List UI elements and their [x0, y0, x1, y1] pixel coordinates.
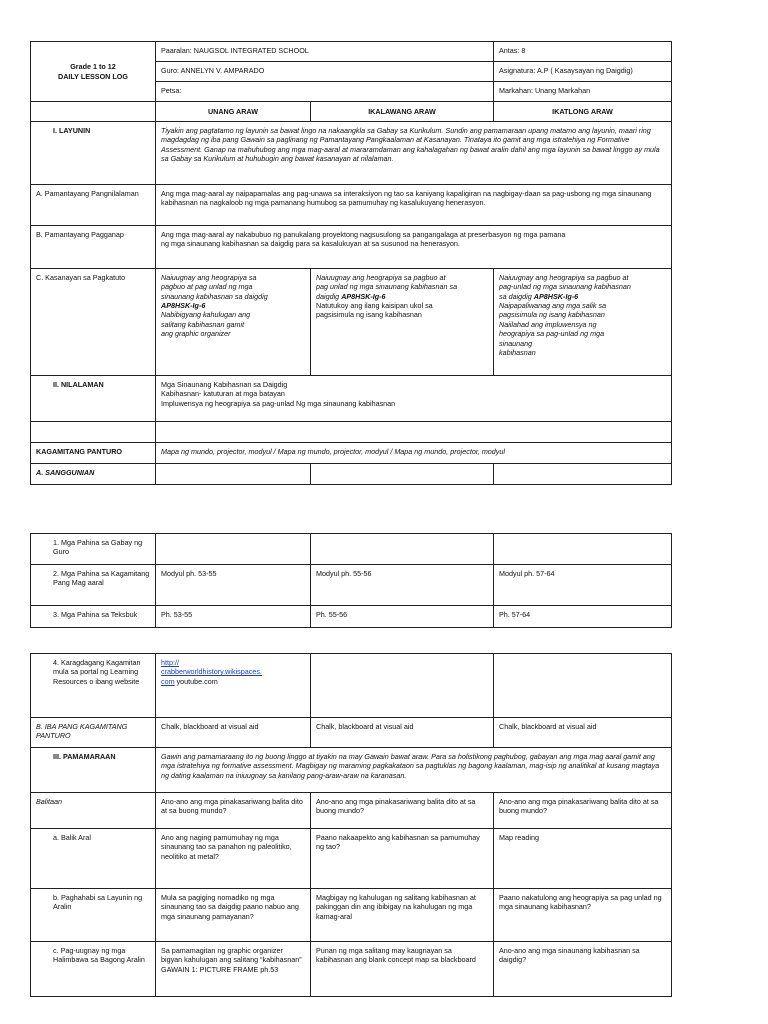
pamamaraan-label: III. PAMAMARAAN — [31, 748, 156, 793]
day-2-header: IKALAWANG ARAW — [311, 102, 494, 122]
balik-aral-label: a. Balik Aral — [31, 829, 156, 889]
layunin-text: Tiyakin ang pagtatamo ng layunin sa bawat lingo na nakaangkla sa Gabay sa Kurikulum. Sundin ang pamamaraan upang matamo ang layunin, maari ring magdagdag ng iba pang Gawain sa paglinang ng Pamantayang Pangkaalaman at Kasanayan. Tinataya ito gamit ang mga istratehiya ng Formative Assessment. Ganap na mahuhubog ang mga mag-aaral at mararamdaman ang kahalagahan ng bawat aralin dahil ang mga layunin sa bawat linggo ay mula sa Gabay sa Kurikulum at huhubugin ang bawat kasanayan at nilalaman. — [156, 122, 672, 185]
kasanayan-d3-line: heograpiya sa pag-unlad ng mga — [499, 329, 605, 339]
kasanayan-label: C. Kasanayan sa Pagkatuto — [31, 269, 156, 376]
teksbuk-day-1: Ph. 53-55 — [156, 606, 311, 628]
pagganap-label: B. Pamantayang Pagganap — [31, 226, 156, 269]
teksbuk-day-3: Ph. 57-64 — [494, 606, 672, 628]
paghahabi-label: b. Paghahabi sa Layunin ng Aralin — [31, 889, 156, 942]
teksbuk-label: 3. Mga Pahina sa Teksbuk — [31, 606, 156, 628]
blank-cell — [311, 464, 494, 485]
nilalaman-line: Mga Sinaunang Kabihasnan sa Daigdig — [161, 380, 288, 389]
kasanayan-d3-line: kabihasnan — [499, 347, 536, 357]
guro-field: Guro: ANNELYN V. AMPARADO — [156, 62, 494, 82]
pagganap-line-2: ng mga sinaunang kabihasnan sa daigdig para sa kasalukuyan at sa susunod na henerasyon. — [161, 239, 460, 249]
paghahabi-day-2: Magbigay ng kahulugan ng salitang kabihasnan at pakinggan din ang ibibigay na kahulugan ng mga kamag-aral — [311, 889, 494, 942]
blank-cell — [156, 464, 311, 485]
kasanayan-day-3 — [494, 269, 672, 376]
pag-uugnay-day-3: Ano-ano ang mga sinaunang kabihasnan sa daigdig? — [494, 942, 672, 997]
pag-uugnay-d1-text: Sa pamamagitan ng graphic organizer bigyan kahulugan ang salitang “kabihasnan” — [161, 946, 302, 965]
nilalaman-line: Kabihasnan- katuturan at mga batayan — [161, 389, 285, 399]
kasanayan-d1-line: pagbuo at pag unlad ng mga — [161, 282, 253, 292]
kasanayan-d3-line: Naiuugnay ang heograpiya sa pagbuo at — [499, 273, 629, 282]
gabay-label: 1. Mga Pahina sa Gabay ng Guro — [31, 534, 156, 565]
kasanayan-d2-line: pagsisimula ng isang kabihasnan — [316, 310, 422, 320]
layunin-label: I. LAYUNIN — [31, 122, 156, 185]
teksbuk-day-2: Ph. 55-56 — [311, 606, 494, 628]
lesson-log-table-2 — [30, 533, 672, 628]
blank-cell — [31, 102, 156, 122]
blank-cell — [311, 534, 494, 565]
blank-cell — [31, 422, 156, 443]
kagamitan-label: KAGAMITANG PANTURO — [31, 443, 156, 464]
pagganap-text — [156, 226, 672, 269]
markahan-field: Markahan: Unang Markahan — [494, 82, 672, 102]
modyul-day-2: Modyul ph. 55-56 — [311, 565, 494, 606]
pag-uugnay-day-1 — [156, 942, 311, 997]
youtube-text: youtube.com — [174, 676, 218, 686]
paaralan-field: Paaralan: NAUGSOL INTEGRATED SCHOOL — [156, 42, 494, 62]
kasanayan-d2-code: AP8HSK-Ig-6 — [341, 291, 386, 301]
pagganap-line-1: Ang mga mag-aaral ay nakabubuo ng panukalang proyektong nagsusulong sa pangangalaga at preserbasyon ng mga pamana — [161, 230, 566, 239]
blank-cell — [156, 534, 311, 565]
kasanayan-d3-code: AP8HSK-Ig-6 — [533, 291, 579, 301]
nilalaman-line: Impluwensya ng heograpiya sa pag-unlad Ng mga sinaunang kabihasnan — [161, 398, 396, 408]
kasanayan-d2-line: Naiuugnay ang heograpiya sa pagbuo at — [316, 273, 446, 282]
pag-uugnay-label: c. Pag-uugnay ng mga Halimbawa sa Bagong Aralin — [31, 942, 156, 997]
blank-cell — [494, 534, 672, 565]
kasanayan-d1-line: sinaunang kabihasnan sa daigdig — [161, 291, 268, 301]
iba-pang-day-3: Chalk, blackboard at visual aid — [494, 718, 672, 748]
kasanayan-d3-prefix: sa daigdig — [499, 291, 534, 301]
blank-cell — [311, 654, 494, 718]
website-link[interactable]: crabberworldhistory.wikispaces. — [161, 667, 262, 677]
kagamitan-text: Mapa ng mundo, projector, modyul / Mapa ng mundo, projector, modyul / Mapa ng mundo, projector, modyul — [156, 443, 672, 464]
petsa-field: Petsa: — [156, 82, 494, 102]
balik-aral-day-1: Ano ang naging pamumuhay ng mga sinaunang tao sa panahon ng paleolitiko, neolitiko at metal? — [156, 829, 311, 889]
kasanayan-day-2 — [311, 269, 494, 376]
pamamaraan-text: Gawin ang pamamaraang ito ng buong linggo at tiyakin na may Gawain bawat araw. Para sa holistikong paghubog, gabayan ang mga mag aaral gamit ang mga istratehiya ng formative assessment. Magbigay ng maraming pagkakataon sa pagtuklas ng bagong kaalaman, mag-isip ng analitikal at kusang magtaya ng dating kaalaman na iniuugnay sa kanilang pang-araw-araw na karanasan. — [156, 748, 672, 793]
balitaan-day-2: Ano-ano ang mga pinakasariwang balita dito at sa buong mundo? — [311, 793, 494, 829]
karagdagang-links — [156, 654, 311, 718]
pangnilalaman-text: Ang mga mag-aaral ay naipapamalas ang pag-unawa sa interaksiyon ng tao sa kaniyang kapaligiran na nagbigay-daan sa pag-usbong ng mga sinaunang kabihasnan na nagkaloob ng mga pamanang humubog sa pamumuhay ng kasalukuyang henerasyon. — [156, 185, 672, 226]
asignatura-field: Asignatura: A.P ( Kasaysayan ng Daigdig) — [494, 62, 672, 82]
kasanayan-d1-line: salitang kabihasnan gamit — [161, 319, 245, 329]
balitaan-label: Balitaan — [31, 793, 156, 829]
kasanayan-d3-line: pagsisimula ng isang kabihasnan — [499, 310, 605, 320]
kasanayan-d3-line: sinaunang — [499, 338, 533, 348]
kasanayan-d2-line: pag unlad ng mga sinaunang kabihasnan sa — [316, 282, 458, 292]
balik-aral-day-2: Paano nakaapekto ang kabihasnan sa pamumuhay ng tao? — [311, 829, 494, 889]
day-1-header: UNANG ARAW — [156, 102, 311, 122]
kasanayan-d2-line: Natutukoy ang ilang kaisipan ukol sa — [316, 301, 433, 311]
kasanayan-d3-line: Naiilahad ang impluwensya ng — [499, 319, 597, 329]
kasanayan-d3-line: pag-unlad ng mga sinaunang kabihasnan — [499, 282, 631, 292]
website-link[interactable]: com — [161, 676, 175, 686]
grade-line: Grade 1 to 12 — [70, 62, 116, 72]
kagamitang-pang-mag-aaral-label: 2. Mga Pahina sa Kagamitang Pang Mag aaral — [31, 565, 156, 606]
blank-cell — [494, 654, 672, 718]
kasanayan-d1-line: Nabibigyang kahulugan ang — [161, 310, 251, 320]
pangnilalaman-label: A. Pamantayang Pangnilalaman — [31, 185, 156, 226]
paghahabi-day-1: Mula sa pagiging nomadiko ng mga sinaunang tao sa daigdig paano nabuo ang mga sinaunang pamayanan? — [156, 889, 311, 942]
pag-uugnay-d1-gawain: GAWAIN 1: PICTURE FRAME ph.53 — [161, 964, 279, 974]
kasanayan-d1-line: Naiuugnay ang heograpiya sa — [161, 273, 257, 282]
balitaan-day-1: Ano-ano ang mga pinakasariwang balita dito at sa buong mundo? — [156, 793, 311, 829]
modyul-day-3: Modyul ph. 57-64 — [494, 565, 672, 606]
paghahabi-day-3: Paano nakatulong ang heograpiya sa pag unlad ng mga sinaunang kabihasnan? — [494, 889, 672, 942]
kasanayan-d1-line: ang graphic organizer — [161, 329, 231, 339]
iba-pang-kagamitan-label: B. IBA PANG KAGAMITANG PANTURO — [31, 718, 156, 748]
kasanayan-d2-prefix: daigdig — [316, 291, 342, 301]
karagdagang-label: 4. Karagdagang Kagamitan mula sa portal ng Learning Resources o ibang website — [31, 654, 156, 718]
nilalaman-text — [156, 376, 672, 422]
kasanayan-d3-line: Naipapaliwanag ang mga salik sa — [499, 301, 607, 311]
kasanayan-day-1 — [156, 269, 311, 376]
blank-cell — [494, 464, 672, 485]
lesson-log-table-1 — [30, 41, 672, 485]
sanggunian-label: A. SANGGUNIAN — [31, 464, 156, 485]
kasanayan-d1-code: AP8HSK-Ig-6 — [161, 301, 206, 311]
balik-aral-day-3: Map reading — [494, 829, 672, 889]
iba-pang-day-1: Chalk, blackboard at visual aid — [156, 718, 311, 748]
daily-lesson-log-title: DAILY LESSON LOG — [58, 71, 128, 81]
antas-field: Antas: 8 — [494, 42, 672, 62]
grade-title-cell — [31, 42, 156, 102]
pag-uugnay-day-2: Punan ng mga salitang may kaugnayan sa kabihasnan ang blank concept map sa blackboard — [311, 942, 494, 997]
modyul-day-1: Modyul ph. 53-55 — [156, 565, 311, 606]
lesson-log-table-3 — [30, 653, 672, 997]
nilalaman-label: II. NILALAMAN — [31, 376, 156, 422]
blank-cell — [156, 422, 672, 443]
website-link[interactable]: http:// — [161, 658, 179, 667]
iba-pang-day-2: Chalk, blackboard at visual aid — [311, 718, 494, 748]
day-3-header: IKATLONG ARAW — [494, 102, 672, 122]
balitaan-day-3: Ano-ano ang mga pinakasariwang balita dito at sa buong mundo? — [494, 793, 672, 829]
